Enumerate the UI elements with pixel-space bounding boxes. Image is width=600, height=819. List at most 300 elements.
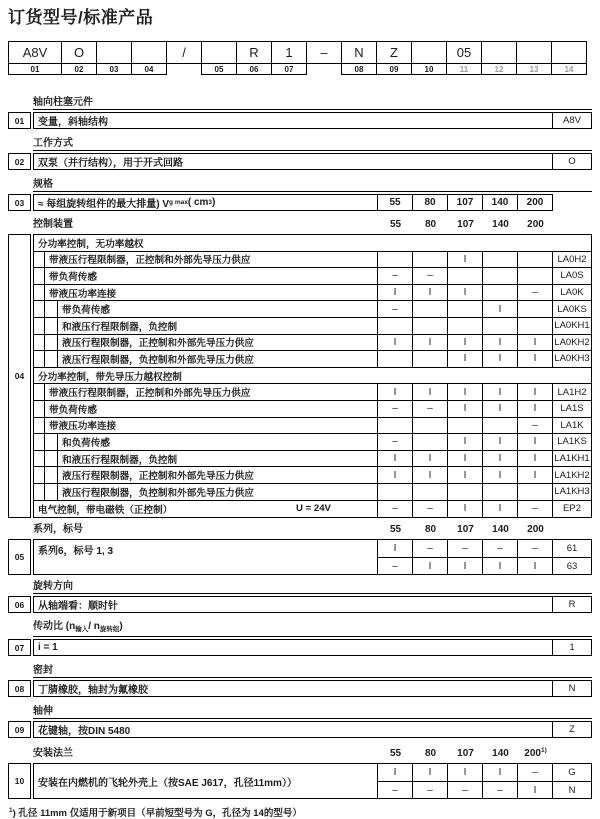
control-code: LA1KH1	[552, 451, 591, 467]
row-code: R	[552, 597, 591, 612]
availability-cell	[447, 318, 482, 334]
availability-cell: I	[377, 384, 412, 400]
availability-cell: –	[377, 268, 412, 284]
control-table	[33, 234, 592, 518]
control-row	[34, 318, 591, 335]
control-code: LA0KH1	[552, 318, 591, 334]
code-position-label: 05	[201, 63, 237, 75]
row-number: 05	[8, 539, 31, 575]
label-text: ( cm	[187, 197, 209, 208]
control-label: 带负荷传感	[34, 268, 377, 284]
availability-cell: I	[482, 451, 517, 467]
availability-cell: I	[447, 384, 482, 400]
availability-cell	[412, 301, 447, 317]
section-size	[8, 179, 592, 211]
availability-cell	[412, 434, 447, 450]
availability-cell: I	[482, 501, 517, 518]
availability-cell	[447, 484, 482, 500]
row-number: 03	[8, 194, 31, 211]
column-label: 140	[492, 748, 509, 760]
control-row	[34, 351, 591, 368]
row-label: 变量，斜轴结构	[38, 117, 108, 128]
code-position-label: 07	[271, 63, 307, 75]
order-code-cell	[131, 41, 167, 64]
section-header	[33, 179, 592, 192]
availability-cell	[517, 301, 552, 317]
control-row	[34, 484, 591, 501]
availability-cell	[447, 418, 482, 434]
flange-block	[8, 763, 592, 799]
availability-cell	[482, 418, 517, 434]
label-subscript: g max	[169, 199, 188, 206]
availability-cell: I	[447, 764, 482, 781]
control-row	[34, 467, 591, 484]
availability-cell: I	[447, 434, 482, 450]
control-row	[34, 301, 591, 318]
availability-cell	[447, 268, 482, 284]
row-body	[33, 721, 592, 738]
row-code: A8V	[552, 113, 591, 128]
section-title: 旋转方向	[33, 581, 73, 593]
section-row	[8, 721, 592, 738]
availability-cell: –	[447, 540, 482, 557]
section-seal	[8, 665, 592, 697]
row-body	[33, 112, 592, 129]
row-body	[33, 539, 592, 575]
control-group-row	[34, 235, 591, 252]
availability-cell: I	[482, 351, 517, 367]
code-position-label: 06	[236, 63, 272, 75]
availability-cell	[482, 252, 517, 268]
section-row	[8, 153, 592, 170]
order-code-cell	[551, 41, 587, 64]
availability-cell: I	[447, 451, 482, 467]
control-row	[34, 335, 591, 352]
section-row	[8, 194, 592, 211]
row-number: 08	[8, 680, 31, 697]
column-label: 140	[492, 219, 509, 230]
availability-cell: I	[377, 467, 412, 483]
availability-cell	[377, 484, 412, 500]
availability-cell: –	[412, 540, 447, 557]
order-code-cell: Z	[376, 41, 412, 64]
control-code: LA1KH3	[552, 484, 591, 500]
availability-cell	[482, 285, 517, 301]
order-code-cell	[201, 41, 237, 64]
size-value: 107	[447, 195, 482, 210]
row-body	[33, 153, 592, 170]
control-code: LA1S	[552, 401, 591, 417]
row-number: 04	[8, 234, 31, 518]
availability-cell: –	[412, 401, 447, 417]
column-label: 200	[527, 524, 544, 536]
section-title: 系列，标号	[33, 524, 83, 536]
order-code-cell: 05	[446, 41, 482, 64]
row-number: 01	[8, 112, 31, 129]
availability-cell: I	[482, 401, 517, 417]
section-header	[33, 219, 592, 232]
section-ratio	[8, 621, 592, 656]
size-value: 200	[517, 195, 552, 210]
row-number: 02	[8, 153, 31, 170]
control-code: LA1KS	[552, 434, 591, 450]
section-header	[33, 97, 592, 110]
control-code: EP2	[552, 501, 591, 518]
section-header	[33, 665, 592, 678]
code-position-gap	[166, 63, 202, 75]
row-body	[33, 680, 592, 697]
availability-cell: I	[482, 764, 517, 781]
order-code-cell: O	[61, 41, 97, 64]
control-row	[34, 501, 591, 518]
availability-cell: I	[412, 764, 447, 781]
control-code: LA0KH2	[552, 335, 591, 351]
code-position-label: 04	[131, 63, 167, 75]
availability-cell: –	[377, 781, 412, 798]
control-label: 带液压行程限制器，正控制和外部先导压力供应	[34, 384, 377, 400]
availability-cell: –	[377, 434, 412, 450]
section-title: 轴向柱塞元件	[33, 97, 93, 108]
availability-cell: –	[517, 764, 552, 781]
row-label: 安装在内燃机的飞轮外壳上（按SAE J617，孔径11mm））	[38, 777, 297, 789]
control-label: 液压行程限制器，正控制和外部先导压力供应	[34, 467, 377, 483]
availability-cell	[412, 318, 447, 334]
flange-code: G	[552, 764, 591, 781]
availability-cell: I	[482, 557, 517, 574]
availability-cell: I	[482, 384, 517, 400]
size-value: 140	[482, 195, 517, 210]
code-position-label: 12	[481, 63, 517, 75]
control-label: 带液压功率连接	[34, 418, 377, 434]
flange-rows	[377, 764, 591, 798]
row-number: 06	[8, 596, 31, 613]
availability-cell	[517, 318, 552, 334]
code-position-label: 14	[551, 63, 587, 75]
row-body	[33, 639, 592, 656]
availability-cell	[412, 484, 447, 500]
row-code: Z	[552, 722, 591, 737]
control-block	[8, 234, 592, 518]
order-code-cell: R	[236, 41, 272, 64]
control-label: 液压行程限制器，负控制和外部先导压力供应	[34, 484, 377, 500]
availability-cell: –	[377, 301, 412, 317]
column-label: 140	[492, 524, 509, 536]
order-code-positions	[8, 64, 592, 75]
voltage-note: U = 24V	[296, 503, 331, 515]
code-position-label: 10	[411, 63, 447, 75]
order-code-cell	[96, 41, 132, 64]
availability-cell: I	[482, 434, 517, 450]
order-code-bar	[8, 41, 592, 64]
code-position-label: 11	[446, 63, 482, 75]
availability-cell: –	[517, 285, 552, 301]
flange-row	[377, 781, 591, 798]
footnote-marker: 1	[9, 807, 13, 815]
section-title: 密封	[33, 665, 53, 677]
control-group-row	[34, 368, 591, 385]
series-block	[8, 539, 592, 575]
control-label: 和液压行程限制器，负控制	[34, 318, 377, 334]
series-row	[377, 540, 591, 557]
availability-cell: I	[447, 401, 482, 417]
control-code: LA0H2	[552, 252, 591, 268]
control-code: LA0K	[552, 285, 591, 301]
availability-cell: I	[447, 285, 482, 301]
availability-cell	[412, 351, 447, 367]
code-position-label: 13	[516, 63, 552, 75]
order-code-cell	[411, 41, 447, 64]
control-label: 带液压行程限制器，正控制和外部先导压力供应	[34, 252, 377, 268]
section-axial-piston-unit	[8, 97, 592, 129]
availability-cell: I	[517, 351, 552, 367]
label-text: 传动比 (n	[33, 621, 76, 633]
footnote-marker: 1)	[540, 747, 547, 755]
control-label: 带负荷传感	[34, 301, 377, 317]
size-value: 55	[377, 195, 412, 210]
control-row	[34, 401, 591, 418]
series-rows	[377, 540, 591, 574]
row-label: 花键轴，按DIN 5480	[38, 726, 131, 738]
availability-cell: I	[377, 335, 412, 351]
row-label: 丁腈橡胶，轴封为氟橡胶	[38, 685, 148, 697]
footnote-text: ) 孔径 11mm 仅适用于新项目（早前短型号为 G，孔径为 14的型号）	[12, 808, 302, 819]
section-row	[8, 112, 592, 129]
column-label: 107	[457, 748, 474, 760]
label-text: ≈ 每组旋转组件的最大排量) V	[38, 199, 170, 210]
control-label	[34, 501, 377, 518]
section-title: 轴伸	[33, 706, 53, 718]
availability-cell: I	[377, 764, 412, 781]
control-label: 液压行程限制器，负控制和外部先导压力供应	[34, 351, 377, 367]
section-row	[8, 680, 592, 697]
availability-cell: I	[412, 451, 447, 467]
order-code-cell: 1	[271, 41, 307, 64]
row-body	[33, 596, 592, 613]
control-code: LA1KH2	[552, 467, 591, 483]
column-label: 80	[424, 219, 437, 230]
section-shaft	[8, 706, 592, 738]
availability-cell: –	[482, 781, 517, 798]
order-code-cell: A8V	[8, 41, 62, 64]
availability-cell: –	[482, 540, 517, 557]
availability-cell: –	[412, 781, 447, 798]
label-subscript: 输入	[75, 626, 89, 634]
availability-cell	[377, 418, 412, 434]
section-row	[8, 596, 592, 613]
section-mounting-flange	[8, 745, 592, 799]
availability-cell: I	[517, 335, 552, 351]
availability-cell: I	[447, 252, 482, 268]
section-title	[33, 621, 592, 635]
control-row	[34, 451, 591, 468]
section-header	[33, 706, 592, 719]
availability-cell	[412, 252, 447, 268]
section-header	[33, 621, 592, 637]
section-rotation	[8, 581, 592, 613]
row-label: 系列6，标号 1, 3	[38, 546, 114, 558]
availability-cell: I	[517, 434, 552, 450]
section-operation-mode	[8, 138, 592, 170]
row-number: 10	[8, 763, 31, 799]
code-position-label: 02	[61, 63, 97, 75]
row-code: 1	[552, 640, 591, 655]
column-label: 80	[424, 524, 437, 536]
availability-cell	[482, 318, 517, 334]
label-text: / n	[88, 621, 100, 633]
row-code: O	[552, 154, 591, 169]
control-label: 和负荷传感	[34, 434, 377, 450]
availability-cell	[517, 484, 552, 500]
label-superscript: 3	[208, 199, 213, 206]
availability-cell: –	[377, 501, 412, 518]
availability-cell: I	[412, 335, 447, 351]
availability-cell	[377, 252, 412, 268]
group-label: 分功率控制，无功率越权	[38, 238, 144, 250]
order-code-cell	[516, 41, 552, 64]
availability-cell	[517, 268, 552, 284]
control-label: 带液压功率连接	[34, 285, 377, 301]
column-label: 200	[527, 219, 544, 230]
control-label: 和液压行程限制器，负控制	[34, 451, 377, 467]
control-code: LA1K	[552, 418, 591, 434]
section-title: 工作方式	[33, 138, 73, 149]
footnote	[9, 805, 592, 819]
availability-cell: I	[412, 467, 447, 483]
series-code: 63	[552, 557, 591, 574]
availability-cell: I	[482, 301, 517, 317]
column-label	[518, 745, 553, 759]
availability-cell: I	[377, 285, 412, 301]
row-body	[33, 194, 553, 211]
column-label: 107	[457, 524, 474, 536]
label-text: )	[212, 197, 216, 208]
column-label: 55	[389, 748, 402, 760]
code-position-label: 01	[8, 63, 62, 75]
column-label: 80	[424, 748, 437, 760]
control-code: LA0KS	[552, 301, 591, 317]
availability-cell: I	[517, 401, 552, 417]
control-code: LA0S	[552, 268, 591, 284]
availability-cell: I	[517, 467, 552, 483]
availability-cell: –	[517, 501, 552, 518]
row-label	[34, 195, 377, 210]
column-label: 55	[389, 524, 402, 536]
label-text: )	[119, 621, 123, 633]
availability-cell: I	[447, 557, 482, 574]
size-value: 80	[412, 195, 447, 210]
availability-cell: –	[447, 781, 482, 798]
order-code-cell	[481, 41, 517, 64]
control-row	[34, 418, 591, 435]
row-label: 从轴端看：顺时针	[38, 601, 118, 613]
section-title: 控制装置	[33, 219, 73, 230]
control-code: LA1H2	[552, 384, 591, 400]
section-title: 规格	[33, 179, 53, 190]
flange-code: N	[552, 781, 591, 798]
section-header	[33, 745, 592, 761]
availability-cell: I	[447, 501, 482, 518]
control-label: 液压行程限制器，正控制和外部先导压力供应	[34, 335, 377, 351]
row-label: 双泵（并行结构），用于开式回路	[38, 158, 183, 169]
section-header	[33, 524, 592, 537]
row-code: N	[552, 681, 591, 696]
control-row	[34, 384, 591, 401]
availability-cell: I	[377, 540, 412, 557]
availability-cell: –	[377, 401, 412, 417]
column-label: 107	[457, 219, 474, 230]
code-position-label: 08	[341, 63, 377, 75]
control-row	[34, 434, 591, 451]
control-row	[34, 285, 591, 302]
availability-cell: –	[412, 501, 447, 518]
section-header	[33, 138, 592, 151]
availability-cell: –	[517, 418, 552, 434]
order-code-cell: N	[341, 41, 377, 64]
availability-cell: –	[377, 557, 412, 574]
order-code-separator: –	[306, 41, 342, 64]
availability-cell	[377, 318, 412, 334]
availability-cell: I	[517, 557, 552, 574]
availability-cell: I	[447, 335, 482, 351]
group-label: 分功率控制，带先导压力越权控制	[38, 371, 182, 383]
availability-cell: I	[517, 781, 552, 798]
code-position-label: 09	[376, 63, 412, 75]
code-position-gap	[306, 63, 342, 75]
section-title: 安装法兰	[33, 748, 73, 760]
availability-cell: –	[517, 540, 552, 557]
availability-cell: I	[377, 451, 412, 467]
availability-cell: I	[412, 384, 447, 400]
row-label: i = 1	[38, 642, 58, 654]
code-position-label: 03	[96, 63, 132, 75]
availability-cell	[412, 418, 447, 434]
page-title: 订货型号/标准产品	[8, 8, 154, 27]
series-code: 61	[552, 540, 591, 557]
availability-cell: I	[482, 467, 517, 483]
availability-cell: I	[412, 285, 447, 301]
column-label: 55	[389, 219, 402, 230]
row-body	[33, 763, 592, 799]
availability-cell: I	[517, 384, 552, 400]
section-row	[8, 639, 592, 656]
availability-cell	[447, 301, 482, 317]
availability-cell: I	[517, 451, 552, 467]
section-series	[8, 524, 592, 575]
availability-cell	[517, 252, 552, 268]
flange-row	[377, 764, 591, 781]
availability-cell	[482, 268, 517, 284]
control-code: LA0KH3	[552, 351, 591, 367]
availability-cell: –	[412, 268, 447, 284]
availability-cell: I	[447, 351, 482, 367]
label-subscript: 旋转组	[99, 626, 120, 634]
order-code-separator: /	[166, 41, 202, 64]
label-text: 电气控制，带电磁铁（正控制）	[38, 504, 173, 516]
series-row	[377, 557, 591, 574]
row-number: 07	[8, 639, 31, 656]
control-row	[34, 252, 591, 269]
section-header	[33, 581, 592, 594]
availability-cell: I	[482, 335, 517, 351]
availability-cell	[377, 351, 412, 367]
row-number: 09	[8, 721, 31, 738]
label-text: 200	[524, 748, 541, 760]
control-row	[34, 268, 591, 285]
availability-cell: I	[412, 557, 447, 574]
availability-cell: I	[447, 467, 482, 483]
availability-cell	[482, 484, 517, 500]
control-label: 带负荷传感	[34, 401, 377, 417]
